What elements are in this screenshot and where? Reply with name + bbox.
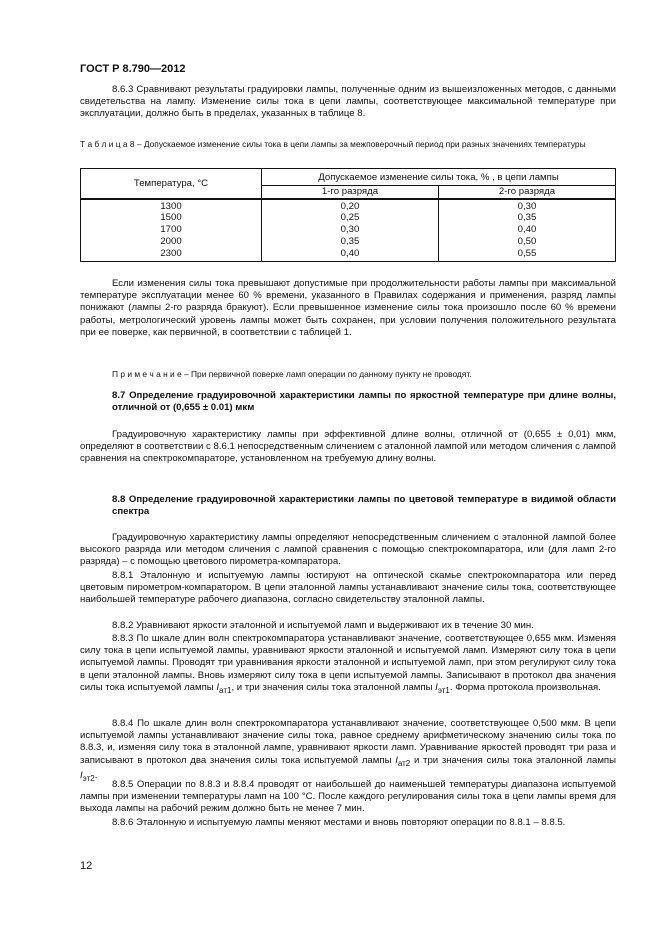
paragraph-8-8: Градуировочную характеристику лампы определяют непосредственным сличением с эталонной лампой более высокого разряда или методом сличения с лампой сравнения с помощью спектрокомпаратора, или (для ламп 2-го разряда) – с помощью цветового пирометра-компаратора. — [80, 532, 616, 568]
paragraph-8-8-6: 8.8.6 Эталонную и испытуемую лампы меняют местами и вновь повторяют операции по 8.8.1 – 8.8.5. — [112, 817, 566, 828]
page-number: 12 — [80, 860, 93, 872]
paragraph-8-7: Градуировочную характеристику лампы при эффективной длине волны, отличной от (0,655 ± 0,01) мкм, определяют в соответствии с 8.6.1 непосредственным сличением с эталонной лампой или методом сличения с лампой сравнения на спектрокомпараторе, установленном на требуемую длину волны. — [80, 429, 616, 465]
table-caption-text: 8 – Допускаемое изменение силы тока в цепи лампы за межповерочный период при разных значениях температуры — [127, 139, 586, 149]
section-heading-8-8: 8.8 Определение градуировочной характеристики лампы по цветовой температуре в видимой области спектра — [112, 494, 616, 518]
col-header-group: Допускаемое изменение силы тока, % , в цепи лампы — [262, 169, 616, 186]
cell-temperatures: 1300 1500 1700 2000 2300 — [81, 199, 262, 262]
standard-header: ГОСТ Р 8.790—2012 — [80, 63, 186, 75]
paragraph-8-6-3: 8.6.3 Сравнивают результаты градуировки лампы, полученные одним из вышеизложенных методов, с данными свидетельства на лампу. Изменение силы тока в цепи лампы, соответствующее максимальной температуре при эксплуатации, должно быть в пределах, указанных в таблице 8. — [80, 84, 616, 120]
note-text: – При первичной поверке ламп операции по данному пункту не проводят. — [181, 369, 472, 379]
note — [80, 369, 616, 380]
col-header-temperature: Температура, °С — [81, 169, 262, 199]
paragraph-8-8-5: 8.8.5 Операции по 8.8.3 и 8.8.4 проводят от наибольшей до наименьшей температуры диапазона испытуемой лампы при изменении температуры ламп на 100 °С. После каждого регулирования силы тока в цепи лампы время для выхода лампы на рабочий режим должно быть не менее 7 мин. — [80, 779, 616, 815]
cell-rank-1-values: 0,20 0,25 0,30 0,35 0,40 — [262, 199, 439, 262]
col-header-rank-1: 1-го разряда — [262, 186, 439, 199]
paragraph-8-8-1: 8.8.1 Эталонную и испытуемую лампы юстируют на оптической скамье спектрокомпаратора или перед цветовым пирометром-компаратором. В цепи эталонной лампы устанавливают значение силы тока, соответствующее наибольшей температуре рабочего диапазона, согласно свидетельству эталонной лампы. — [80, 570, 616, 606]
note-label: П р и м е ч а н и е — [112, 369, 182, 379]
section-heading-8-7: 8.7 Определение градуировочной характеристики лампы по яркостной температуре при длине волны, отличной от (0,655 ± 0.01) мкм — [112, 390, 616, 414]
table-caption-prefix: Т а б л и ц а — [80, 139, 128, 149]
tolerance-table — [80, 168, 616, 262]
paragraph-8-8-4: 8.8.4 По шкале длин волн спектрокомпаратора устанавливают значение, соответствующее 0,500 мкм. В цепи испытуемой лампы устанавливают значение силы тока, равное среднему арифметическому значению силы тока по 8.8.3, и, изменяя силу тока в эталонной лампе, уравнивают яркости ламп. Уравнивание яркостей проводят три раза и записывают в протокол два значения силы тока испытуемой лампы $I_{ат2}$ и три значения силы тока эталонной лампы $I_{эт2}$. — [80, 718, 617, 783]
cell-rank-2-values: 0,30 0,35 0,40 0,50 0,55 — [438, 199, 615, 262]
paragraph-8-8-2: 8.8.2 Уравнивают яркости эталонной и испытуемой ламп и выдерживают их в течение 30 мин. — [112, 620, 534, 631]
paragraph-8-8-3: 8.8.3 По шкале длин волн спектрокомпаратора устанавливают значение, соответствующее 0,655 мкм. Изменяя силу тока в цепи испытуемой лампы, уравнивают яркости эталонной и испытуемой ламп. Измеряют силу тока в цепи испытуемой лампы. Проводят три уравнивания яркости эталонной и испытуемой ламп, при этом регулируют силу тока в цепи эталонной лампы. Вновь измеряют силу тока в цепи испытуемой лампы. Записывают в протокол два значения силы тока испытуемой лампы $I_{ат1}$, и три значения силы тока эталонной лампы $I_{эт1}$. Форма протокола произвольная. — [80, 633, 616, 695]
col-header-rank-2: 2-го разряда — [438, 186, 615, 199]
paragraph-after-table: Если изменения силы тока превышают допустимые при продолжительности работы лампы при максимальной температуре эксплуатации менее 60 % времени, указанного в Правилах содержания и применения, разряд лампы понижают (лампы 2-го разряда бракуют). Если превышенное изменение силы тока произошло после 60 % времени работы, метрологический уровень лампы может быть сохранен, при условии получения положительного результата при ее поверке, как первичной, в соответствии с таблицей 1. — [80, 278, 616, 338]
table-caption — [80, 139, 616, 150]
